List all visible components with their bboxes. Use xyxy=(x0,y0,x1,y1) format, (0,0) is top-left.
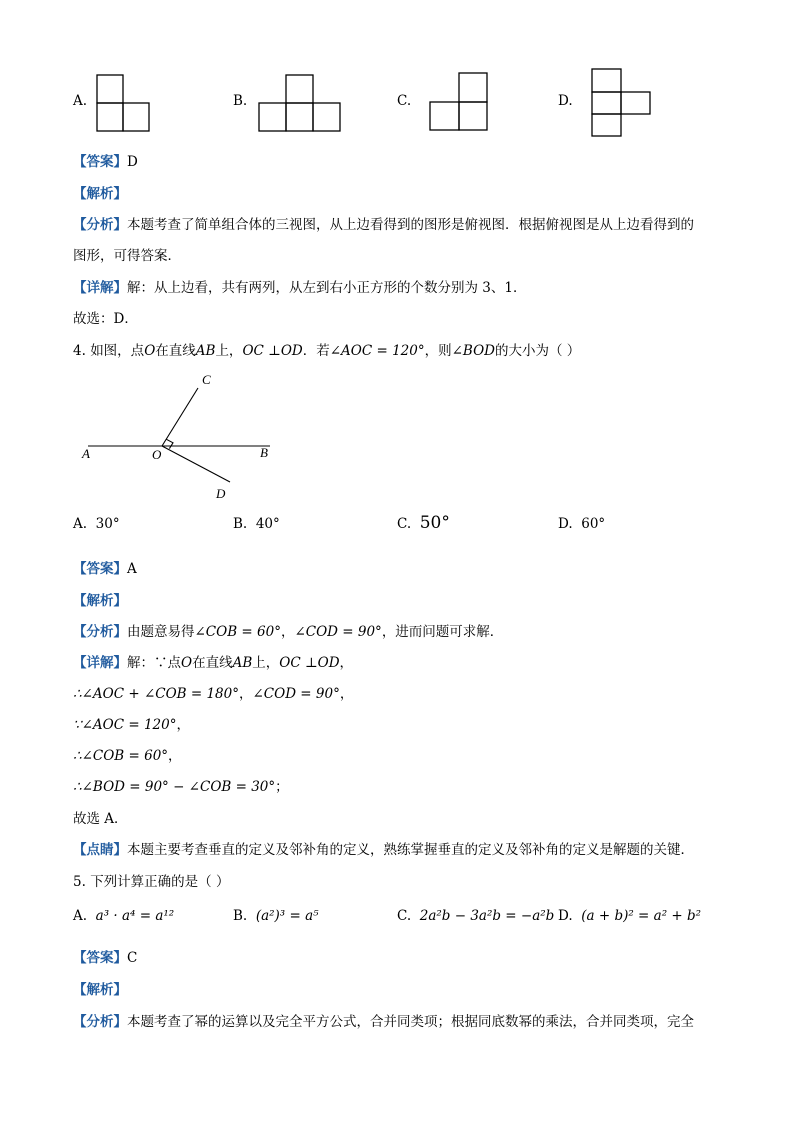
fenxi-sep: ， xyxy=(280,624,295,640)
q4-xiangjie-line3 xyxy=(73,713,190,733)
math-cod: ∠COD = 90° xyxy=(294,624,382,640)
option-letter: B. xyxy=(233,93,248,109)
answer-tag: 【答案】 xyxy=(73,154,127,170)
q5-option-c xyxy=(397,908,554,924)
math-target-angle: ∠BOD xyxy=(451,343,495,359)
math-step: ∴∠COB = 60° xyxy=(73,748,169,764)
option-letter: D. xyxy=(558,908,573,924)
q4-xiangjie-line1 xyxy=(73,651,353,671)
answer-tag: 【答案】 xyxy=(73,561,127,577)
analysis-tag: 【解析】 xyxy=(73,186,127,202)
fenxi-text: ，进而问题可求解． xyxy=(381,624,504,640)
question-number: 5. xyxy=(73,874,86,890)
option-text: 30° xyxy=(95,516,120,532)
q3-fenxi-line1 xyxy=(73,213,694,233)
math-step: ∴∠AOC + ∠COB = 180° xyxy=(73,686,239,702)
sep: ， xyxy=(168,748,182,764)
q3-xiangjie xyxy=(73,276,526,296)
q4-geometry-figure xyxy=(78,368,278,504)
q5-option-a xyxy=(73,908,174,924)
q3-answer xyxy=(73,150,138,170)
q5-fenxi xyxy=(73,1010,694,1030)
q4-dianjing xyxy=(73,838,694,858)
math-given-angle: ∠AOC = 120° xyxy=(329,343,425,359)
analysis-tag: 【解析】 xyxy=(73,982,127,998)
label-d: D xyxy=(216,486,226,501)
q4-option-d xyxy=(558,516,605,532)
sep: ， xyxy=(176,717,190,733)
fenxi-tag: 【分析】 xyxy=(73,217,127,233)
option-text: 50° xyxy=(419,513,450,533)
option-figure xyxy=(96,74,150,132)
label-c: C xyxy=(202,372,211,387)
q5-option-b xyxy=(233,908,319,924)
option-letter: A. xyxy=(73,93,88,109)
q5-option-d xyxy=(558,908,701,924)
q4-stem xyxy=(73,339,580,359)
math-point-o: O xyxy=(144,343,156,359)
dianjing-tag: 【点睛】 xyxy=(73,842,127,858)
option-letter: A. xyxy=(73,908,88,924)
math-line-ab: AB xyxy=(195,343,216,359)
option-text: (a + b)² = a² + b² xyxy=(581,908,702,924)
question-number: 4. xyxy=(73,343,86,359)
option-text: a³ · a⁴ = a¹² xyxy=(95,908,175,924)
q4-xiangjie-line2 xyxy=(73,682,353,702)
stem-text: 的大小为（ ） xyxy=(494,343,581,359)
xiangjie-text: 解：∵点 xyxy=(127,655,181,671)
math-cob: ∠COB = 60° xyxy=(194,624,281,640)
option-figure xyxy=(429,72,489,132)
option-letter: B. xyxy=(233,516,248,532)
q5-analysis-heading xyxy=(73,978,127,998)
math-step: ∴∠BOD = 90° − ∠COB = 30° xyxy=(73,779,276,795)
ray-od xyxy=(162,446,230,482)
xiangjie-text: 上， xyxy=(252,655,280,671)
ray-oc xyxy=(162,388,198,446)
option-letter: C. xyxy=(397,516,412,532)
option-letter: D. xyxy=(558,516,573,532)
dianjing-text: 本题主要考查垂直的定义及邻补角的定义，熟练掌握垂直的定义及邻补角的定义是解题的关键． xyxy=(127,842,694,858)
answer-value: A xyxy=(127,561,137,577)
option-text: 60° xyxy=(581,516,606,532)
q4-conclusion: 故选 A． xyxy=(73,811,128,827)
label-a: A xyxy=(82,446,90,461)
label-o: O xyxy=(152,447,162,462)
q4-xiangjie-line4 xyxy=(73,744,182,764)
q4-analysis-heading xyxy=(73,589,127,609)
sep: ， xyxy=(339,686,354,702)
answer-tag: 【答案】 xyxy=(73,950,127,966)
option-letter: C. xyxy=(397,908,412,924)
stem-text: 下列计算正确的是（ ） xyxy=(90,874,230,890)
option-letter: C. xyxy=(397,93,412,109)
xiangjie-tag: 【详解】 xyxy=(73,655,127,671)
q5-stem xyxy=(73,870,229,890)
q3-analysis-heading xyxy=(73,182,127,202)
option-figure xyxy=(591,68,653,138)
math-step: ∠COD = 90° xyxy=(252,686,340,702)
q4-answer xyxy=(73,557,137,577)
stem-text: 上， xyxy=(215,343,243,359)
option-letter: D. xyxy=(558,93,573,109)
q3-fenxi-line2: 图形，可得答案． xyxy=(73,248,181,264)
analysis-tag: 【解析】 xyxy=(73,593,127,609)
q3-conclusion: 故选：D． xyxy=(73,311,138,327)
option-text: (a²)³ = a⁵ xyxy=(255,908,319,924)
fenxi-text: 本题考查了幂的运算以及完全平方公式，合并同类项；根据同底数幂的乘法，合并同类项，完全 xyxy=(127,1014,694,1030)
xiangjie-text: 在直线 xyxy=(192,655,233,671)
stem-text: 在直线 xyxy=(155,343,196,359)
q5-answer xyxy=(73,946,137,966)
option-figure xyxy=(258,74,342,132)
option-text: 40° xyxy=(255,516,280,532)
q4-option-b xyxy=(233,516,280,532)
stem-text: 如图，点 xyxy=(90,343,145,359)
sep: ， xyxy=(238,686,253,702)
xiangjie-tag: 【详解】 xyxy=(73,280,127,296)
option-letter: A. xyxy=(73,516,88,532)
label-b: B xyxy=(260,445,268,460)
option-text: 2a²b − 3a²b = −a²b xyxy=(419,908,555,924)
fenxi-text: 由题意易得 xyxy=(127,624,195,640)
answer-value: C xyxy=(127,950,138,966)
math-point-o: O xyxy=(181,655,193,671)
answer-value: D xyxy=(127,154,138,170)
q4-xiangjie-line5 xyxy=(73,775,289,795)
q4-option-a xyxy=(73,516,120,532)
stem-text: ．若 xyxy=(302,343,330,359)
sep: ； xyxy=(275,779,289,795)
option-letter: B. xyxy=(233,908,248,924)
q4-option-c xyxy=(397,513,450,533)
fenxi-tag: 【分析】 xyxy=(73,624,127,640)
right-angle-mark xyxy=(166,439,173,448)
q4-fenxi xyxy=(73,620,503,640)
xiangjie-text: 解：从上边看，共有两列，从左到右小正方形的个数分别为 3、1． xyxy=(127,280,527,296)
fenxi-text: 本题考查了简单组合体的三视图，从上边看得到的图形是俯视图．根据俯视图是从上边看得到的 xyxy=(127,217,694,233)
math-perp: OC ⊥OD xyxy=(279,655,340,671)
math-line-ab: AB xyxy=(232,655,253,671)
xiangjie-text: ， xyxy=(339,655,354,671)
fenxi-tag: 【分析】 xyxy=(73,1014,127,1030)
math-perp: OC ⊥OD xyxy=(242,343,303,359)
stem-text: ，则 xyxy=(424,343,452,359)
math-step: ∵∠AOC = 120° xyxy=(73,717,177,733)
